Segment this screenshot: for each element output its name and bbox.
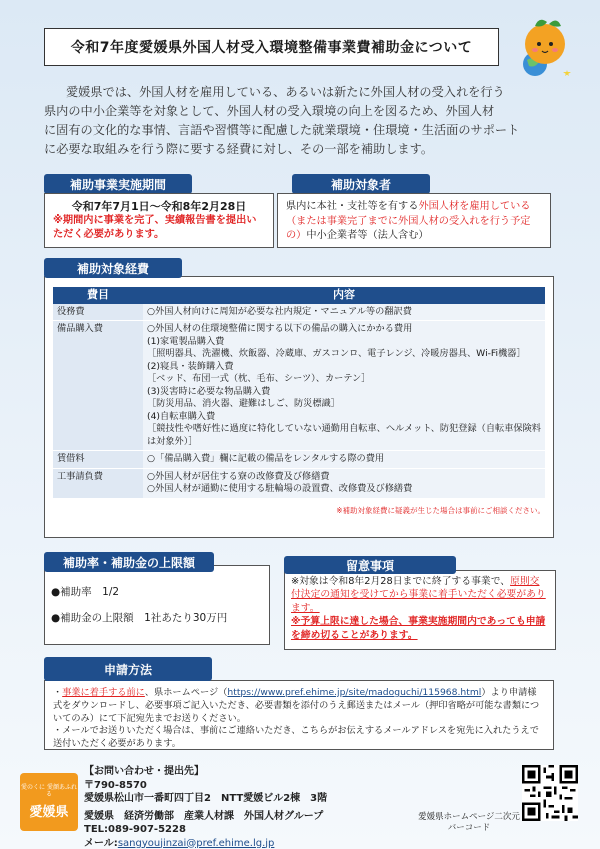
expense-line: ［照明器具、洗濯機、炊飯器、冷蔵庫、ガスコンロ、電子レンジ、冷暖房器具、Wi-Fi機器］ [147, 348, 526, 359]
column-header-item: 費目 [53, 287, 143, 304]
expense-item: 備品購入費 [53, 321, 143, 451]
notes-text-2: 原則交付決定の通知を受けてから事業に着手いただく必要があります。 [291, 576, 546, 614]
rate-heading: 補助率・補助金の上限額 [44, 552, 214, 572]
expense-content [143, 304, 545, 321]
expense-line: (3)災害時に必要な物品購入費 [147, 385, 271, 397]
notes-panel [284, 570, 556, 650]
address: 愛媛県松山市一番町四丁目2 NTT愛媛ビル2棟 3階 [84, 793, 328, 804]
qr-caption: 愛媛県ホームページ二次元バーコード [418, 812, 520, 833]
expense-line: (2)寝具・装飾購入費 [147, 360, 234, 372]
expense-line: ○「備品購入費」欄に記載の備品をレンタルする際の費用 [147, 453, 385, 464]
expense-line: ○外国人材が居住する寮の改修費及び修繕費 [147, 470, 330, 482]
target-panel [277, 193, 551, 248]
expense-content [143, 321, 545, 451]
column-header-content: 内容 [143, 287, 545, 304]
logo-tagline: 愛のくに 愛顔あふれる [21, 784, 77, 798]
expense-line: ○外国人材向けに周知が必要な社内規定・マニュアル等の翻訳費 [147, 305, 412, 317]
apply-text: 、県ホームページ（ [144, 687, 228, 698]
intro-line: に必要な取組みを行う際に要する経費に対し、その一部を補助します。 [44, 142, 434, 156]
email-label: メール: [84, 837, 118, 849]
contact-info [84, 765, 404, 849]
apply-text-email: ・メールでお送りいただく場合は、事前にご連絡いただき、こちらがお伝えするメールアドレスを宛先に入れたうえで送付いただく必要があります。 [53, 725, 539, 750]
rate-panel [44, 565, 270, 645]
qr-code[interactable] [522, 765, 578, 821]
expenses-table [53, 287, 545, 499]
rate-line: ●補助率 1/2 [51, 586, 120, 598]
table-row [53, 304, 545, 321]
period-heading: 補助事業実施期間 [44, 174, 192, 194]
expense-item: 工事請負費 [53, 468, 143, 498]
expense-line: ［防災用品、消火器、避難はしご、防災標識］ [147, 398, 340, 409]
expense-line: (4)自転車購入費 [147, 410, 216, 422]
apply-url-link[interactable]: https://www.pref.ehime.jp/site/madoguchi/115968.html [227, 687, 482, 698]
notes-text-1: ※対象は令和8年2月28日までに終了する事業で、 [291, 576, 511, 587]
expense-line: ○外国人材が通勤に使用する駐輪場の設置費、改修費及び修繕費 [147, 483, 413, 494]
intro-line: 県内の中小企業等を対象として、外国人材の受入環境の向上を図るため、外国人材 [44, 104, 495, 118]
period-note: ※期間内に事業を完了、実績報告書を提出いただく必要があります。 [53, 215, 257, 240]
expense-line: (1)家電製品購入費 [147, 335, 225, 347]
email-link[interactable]: sangyoujinzai@pref.ehime.lg.jp [117, 837, 275, 849]
period-panel [44, 193, 274, 248]
notes-text-3: ※予算上限に達した場合、事業実施期間内であっても申請を締め切ることがあります。 [291, 616, 546, 641]
limit-line: ●補助金の上限額 1社あたり30万円 [51, 612, 228, 624]
expense-line: ［競技性や嗜好性に過度に特化していない通勤用自転車、ヘルメット、防犯登録（自転車保険料は対象外）］ [147, 423, 541, 447]
apply-heading: 申請方法 [44, 657, 212, 681]
expense-line: ［ベッド、布団一式（枕、毛布、シーツ）、カーテン］ [147, 373, 371, 384]
table-row [53, 468, 545, 498]
expense-content [143, 451, 545, 469]
ehime-logo [20, 773, 78, 831]
period-dates: 令和7年7月1日～令和8年2月28日 [71, 200, 247, 213]
postal-code: 〒790-8570 [84, 779, 147, 791]
table-row [53, 321, 545, 451]
intro-line: に固有の文化的な事情、言語や習慣等に配慮した就業環境・住環境・生活面のサポート [44, 123, 520, 137]
apply-text: ）より申請様式をダウンロードし、必要事項ご記入いただき、必要書類を添付のうえ郵送またはメール（押印省略が可能な書類についてのみ）にて下記宛先までお送りください。 [53, 687, 540, 724]
expense-line: ○外国人材の住環境整備に関する以下の備品の購入にかかる費用 [147, 323, 413, 334]
expense-item: 役務費 [53, 304, 143, 321]
notes-heading: 留意事項 [284, 556, 456, 574]
telephone: TEL:089-907-5228 [84, 824, 186, 835]
apply-before-start: 事業に着手する前に [62, 687, 145, 698]
expenses-note: ※補助対象経費に疑義が生じた場合は事前にご相談ください。 [336, 505, 545, 515]
contact-heading: 【お問い合わせ・提出先】 [84, 766, 204, 777]
table-row [53, 451, 545, 469]
target-text-2: 外国人材を雇用している（または事業完了までに外国人材の受入れを行う予定の） [286, 201, 531, 241]
target-text-3: 中小企業者等（法人含む） [306, 230, 429, 241]
expense-content [143, 468, 545, 498]
email-row [84, 837, 404, 849]
intro-line: 愛媛県では、外国人材を雇用している、あるいは新たに外国人材の受入れを行う [66, 85, 505, 99]
expense-item: 賃借料 [53, 451, 143, 469]
department: 愛媛県 経済労働部 産業人材課 外国人材グループ [84, 810, 324, 822]
intro-paragraph [44, 83, 564, 159]
target-heading: 補助対象者 [292, 174, 430, 194]
expenses-heading: 補助対象経費 [44, 258, 182, 278]
logo-name: 愛媛県 [29, 805, 69, 820]
apply-bullet: ・ [53, 687, 63, 698]
page-title: 令和7年度愛媛県外国人材受入環境整備事業費補助金について [44, 28, 499, 66]
mascot-illustration [505, 14, 575, 84]
expenses-panel [44, 276, 554, 538]
apply-panel [44, 680, 554, 750]
target-text-1: 県内に本社・支社等を有する [286, 201, 419, 212]
